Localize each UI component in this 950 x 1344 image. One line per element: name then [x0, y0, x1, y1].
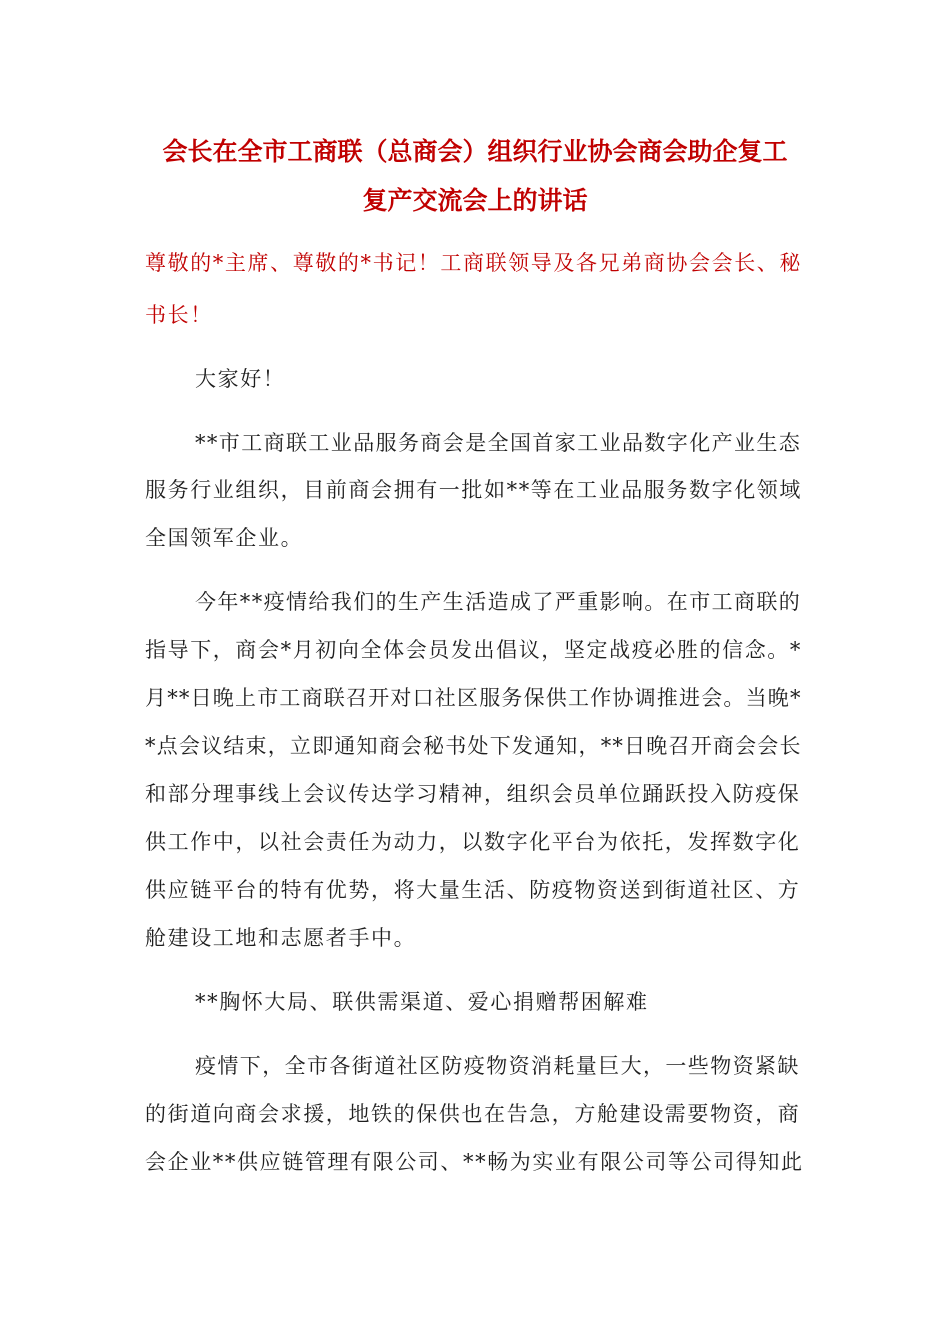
paragraph-2-line-8: 舱建设工地和志愿者手中。: [145, 926, 417, 950]
paragraph-2-line-7: 供应链平台的特有优势，将大量生活、防疫物资送到街道社区、方: [145, 878, 801, 902]
section-heading-1: **胸怀大局、联供需渠道、爱心捐赠帮困解难: [195, 990, 649, 1014]
greeting: 大家好！: [195, 367, 286, 391]
paragraph-2-line-6: 供工作中，以社会责任为动力，以数字化平台为依托，发挥数字化: [145, 830, 801, 854]
paragraph-3-line-2: 的街道向商会求援，地铁的保供也在告急，方舱建设需要物资，商: [145, 1102, 801, 1126]
paragraph-1-line-3: 全国领军企业。: [145, 526, 304, 550]
paragraph-1-line-2: 服务行业组织，目前商会拥有一批如**等在工业品服务数字化领域: [145, 478, 802, 502]
salutation-line-1: 尊敬的*主席、尊敬的*书记！工商联领导及各兄弟商协会会长、秘: [145, 251, 802, 275]
paragraph-2-line-3: 月**日晚上市工商联召开对口社区服务保供工作协调推进会。当晚*: [145, 686, 802, 710]
document-title-line-1: 会长在全市工商联（总商会）组织行业协会商会助企复工: [162, 137, 788, 166]
paragraph-2-line-4: *点会议结束，立即通知商会秘书处下发通知，**日晚召开商会会长: [145, 734, 802, 758]
paragraph-3-line-3: 会企业**供应链管理有限公司、**畅为实业有限公司等公司得知此: [145, 1150, 804, 1174]
paragraph-3-line-1: 疫情下，全市各街道社区防疫物资消耗量巨大，一些物资紧缺: [195, 1054, 800, 1078]
paragraph-2-line-2: 指导下，商会*月初向全体会员发出倡议，坚定战疫必胜的信念。*: [145, 638, 802, 662]
paragraph-2-line-5: 和部分理事线上会议传达学习精神，组织会员单位踊跃投入防疫保: [145, 782, 801, 806]
paragraph-1-line-1: **市工商联工业品服务商会是全国首家工业品数字化产业生态: [195, 431, 802, 455]
document-title-line-2: 复产交流会上的讲话: [362, 186, 588, 215]
paragraph-2-line-1: 今年**疫情给我们的生产生活造成了严重影响。在市工商联的: [195, 590, 802, 614]
salutation-line-2: 书长！: [145, 303, 213, 327]
